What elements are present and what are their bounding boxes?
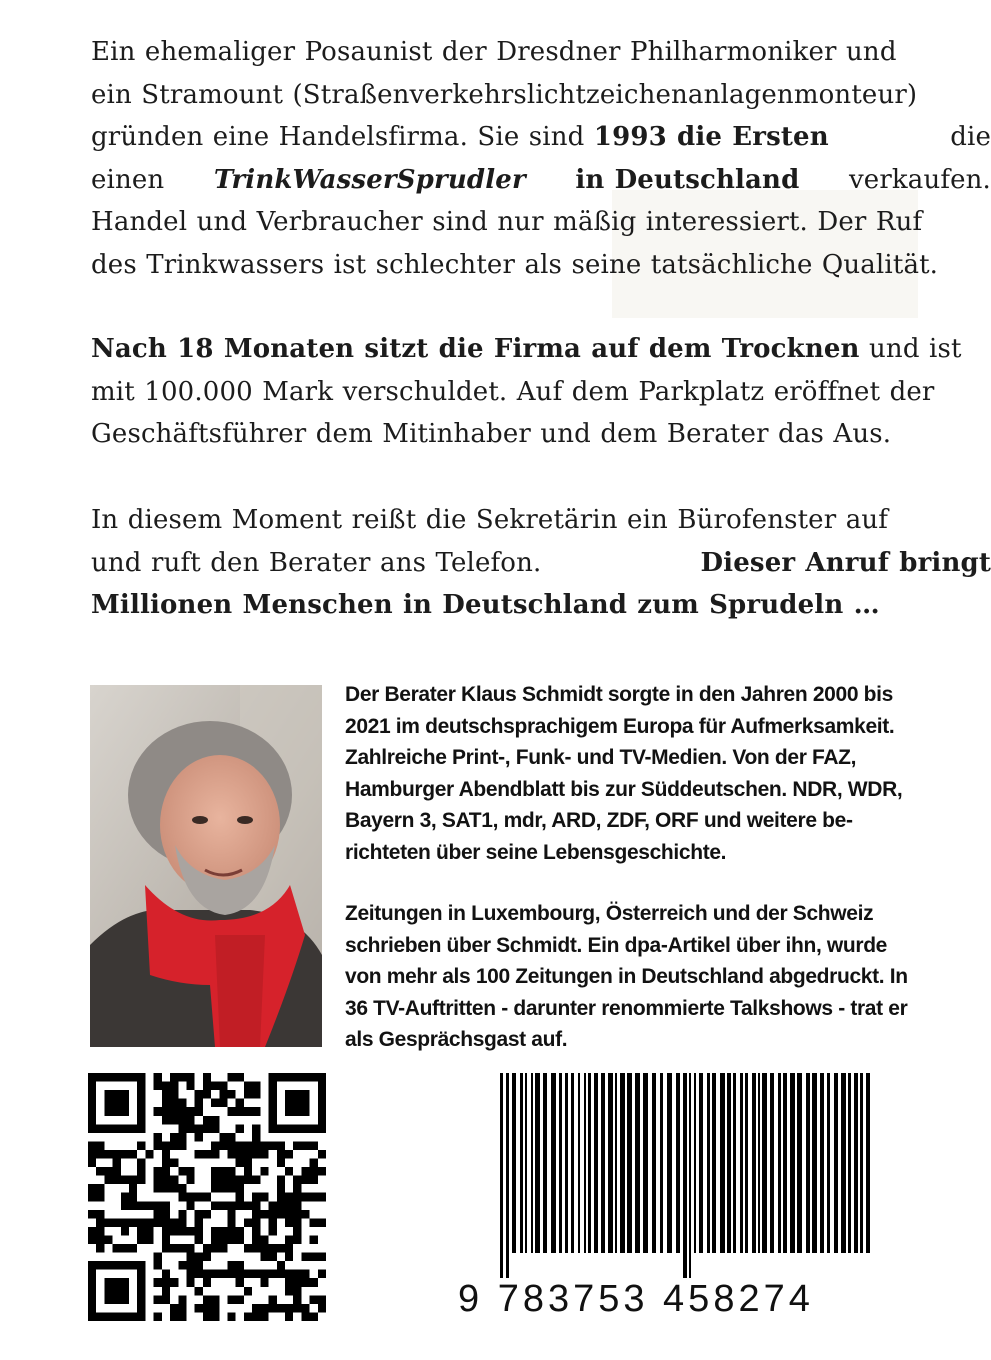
- qr-code-icon: [88, 1073, 326, 1321]
- story-paragraph-2: [91, 328, 991, 456]
- p2-line-1: Nach 18 Monaten sitzt die Firma auf dem Trocknen und ist: [91, 334, 962, 364]
- bio2-line-1: Zeitungen in Luxembourg, Österreich und der Schweiz: [345, 902, 874, 925]
- p3-line-3: Millionen Menschen in Deutschland zum Sprudeln …: [91, 590, 880, 621]
- p1-line-1: Ein ehemaliger Posaunist der Dresdner Philharmoniker und: [91, 37, 897, 67]
- isbn-digits: 9 783753 458274: [458, 1278, 814, 1320]
- bio1-line-1: Der Berater Klaus Schmidt sorgte in den Jahren 2000 bis: [345, 683, 893, 706]
- bio1-line-6: richteten über seine Lebensgeschichte.: [345, 840, 727, 864]
- story-paragraph-3: [91, 499, 991, 627]
- p1-line-3-text: gründen eine Handelsfirma. Sie sind 1993 die Ersten: [91, 122, 829, 153]
- bio1-line-3: Zahlreiche Print-, Funk- und TV-Medien. Von der FAZ,: [345, 746, 857, 769]
- bio2-line-4: 36 TV-Auftritten - darunter renommierte Talkshows - trat er: [345, 996, 908, 1020]
- p3-line-1: In diesem Moment reißt die Sekretärin ein Bürofenster auf: [91, 505, 889, 535]
- p1-line-6: des Trinkwassers ist schlechter als seine tatsächliche Qualität.: [91, 249, 939, 280]
- portrait-photo-icon: [90, 685, 322, 1047]
- bio1-line-2: 2021 im deutschsprachigem Europa für Aufmerksamkeit.: [345, 714, 895, 738]
- bio-paragraph-2: [345, 898, 985, 1056]
- p1-line-2: ein Stramount (Straßenverkehrslichtzeichenanlagenmonteur): [91, 79, 918, 110]
- p1-line-5: Handel und Verbraucher sind nur mäßig interessiert. Der Ruf: [91, 207, 923, 238]
- story-paragraph-1: [91, 31, 991, 287]
- p1-line-4: einen TrinkWasserSprudler in Deutschland verkaufen.: [91, 164, 991, 195]
- barcode-icon: [458, 1073, 878, 1278]
- bio1-line-5: Bayern 3, SAT1, mdr, ARD, ZDF, ORF und weitere be-: [345, 809, 853, 832]
- bio1-line-4: Hamburger Abendblatt bis zur Süddeutschen. NDR, WDR,: [345, 777, 903, 801]
- p3-line-2: und ruft den Berater ans Telefon. Dieser Anruf bringt: [91, 547, 991, 578]
- author-portrait-photo: [90, 685, 322, 1047]
- p2-line-2: mit 100.000 Mark verschuldet. Auf dem Parkplatz eröffnet der: [91, 376, 935, 407]
- p2-line-3: Geschäftsführer dem Mitinhaber und dem Berater das Aus.: [91, 419, 892, 450]
- bio2-line-5: als Gesprächsgast auf.: [345, 1028, 568, 1051]
- bio2-line-3: von mehr als 100 Zeitungen in Deutschland abgedruckt. In: [345, 965, 908, 988]
- bio2-line-2: schrieben über Schmidt. Ein dpa-Artikel über ihn, wurde: [345, 933, 888, 957]
- qr-code[interactable]: [88, 1073, 326, 1321]
- p1-line-3: gründen eine Handelsfirma. Sie sind 1993 die Ersten die: [91, 116, 991, 159]
- bio-paragraph-1: [345, 679, 985, 868]
